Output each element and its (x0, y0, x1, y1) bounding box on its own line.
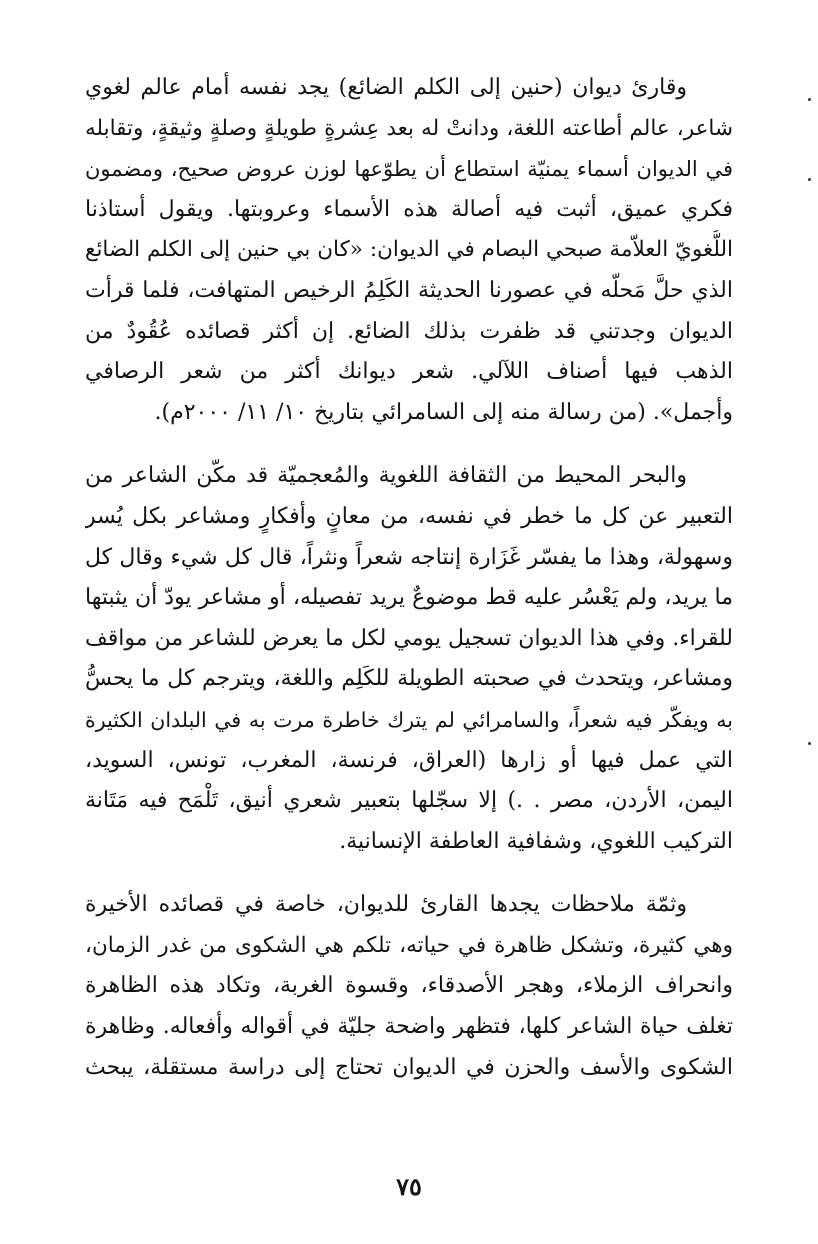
text-line: التي عمل فيها أو زارها (العراق، فرنسة، المغرب، تونس، السويد، (85, 747, 733, 773)
paragraph-1 (85, 68, 733, 433)
text-line: وثمّة ملاحظات يجدها القارئ للديوان، خاصة في قصائده الأخيرة (85, 892, 687, 918)
text-line: في الديوان أسماء يمنيّة استطاع أن يطوّعها لوزن عروض صحيح، ومضمون (85, 157, 733, 182)
text-line: وقارئ ديوان (حنين إلى الكلم الضائع) يجد نفسه أمام عالم لغوي (85, 75, 687, 100)
text-line: تغلف حياة الشاعر كلها، فتظهر واضحة جليّة في أقواله وأفعاله. وظاهرة (85, 1014, 733, 1040)
text-line: الشكوى والأسف والحزن في الديوان تحتاج إلى دراسة مستقلة، يبحث (85, 1054, 733, 1080)
text-line: فكري عميق، أثبت فيه أصالة هذه الأسماء وعروبتها. ويقول أستاذنا (85, 196, 733, 222)
text-line: الذهب فيها أصناف اللآلي. شعر ديوانك أكثر من شعر الرصافي (85, 359, 733, 385)
text-line: وسهولة، وهذا ما يفسّر غَزَارة إنتاجه شعراً ونثراً، قال كل شيء وقال كل (85, 544, 733, 570)
text-line: به ويفكّر فيه شعراً، والسامرائي لم يترك خاطرة مرت به في البلدان الكثيرة (85, 707, 733, 732)
text-line: اليمن، الأردن، مصر . .) إلا سجّلها بتعبير شعري أنيق، تَلْمَح فيه مَتَانة (85, 788, 733, 814)
margin-dot (808, 178, 811, 181)
text-line: اللُّغويّ العلاّمة صبحي البصام في الديوان: «كان بي حنين إلى الكلم الضائع (85, 237, 733, 263)
paragraph-2 (85, 456, 733, 862)
text-line: التعبير عن كل ما خطر في نفسه، من معانٍ وأفكارٍ ومشاعر بكل يُسر (85, 503, 733, 529)
text-line: وانحراف الزملاء، وهجر الأصدقاء، وقسوة الغربة، وتكاد هذه الظاهرة (85, 973, 733, 999)
text-line: ما يريد، ولم يَعْسُر عليه قط موضوعٌ يريد تفصيله، أو مشاعر يودّ أن يثبتها (85, 585, 733, 611)
text-line: شاعر، عالم أطاعته اللغة، ودانتْ له بعد عِشرةٍ طويلةٍ وصلةٍ وثيقةٍ، وتقابله (85, 115, 733, 141)
text-line: والبحر المحيط من الثقافة اللغوية والمُعجميّة قد مكّن الشاعر من (85, 463, 687, 489)
body-text (85, 68, 733, 1111)
margin-dot (808, 98, 811, 101)
text-line: الذي حلَّ مَحلّه في عصورنا الحديثة الكَلِمُ الرخيص المتهافت، فلما قرأت (85, 277, 733, 303)
text-line: ومشاعر، ويتحدث في صحبته الطويلة للكَلِم واللغة، ويترجم كل ما يحسُّ (85, 666, 733, 692)
text-line: التركيب اللغوي، وشفافية العاطفة الإنسانية. (339, 828, 733, 854)
page-number: ٧٥ (396, 1172, 422, 1201)
text-line: للقراء. وفي هذا الديوان تسجيل يومي لكل ما يعرض للشاعر من مواقف (85, 625, 733, 651)
text-line: الديوان وجدتني قد ظفرت بذلك الضائع. إن أكثر قصائده عُقُودٌ من (85, 318, 733, 344)
margin-dot (808, 742, 811, 745)
text-line: وهي كثيرة، وتشكل ظاهرة في حياته، تلكم هي الشكوى من غدر الزمان، (85, 932, 733, 958)
paragraph-3 (85, 885, 733, 1088)
text-line: وأجمل». (من رسالة منه إلى السامرائي بتاريخ ١٠/ ١١/ ٢٠٠٠م). (154, 399, 733, 425)
